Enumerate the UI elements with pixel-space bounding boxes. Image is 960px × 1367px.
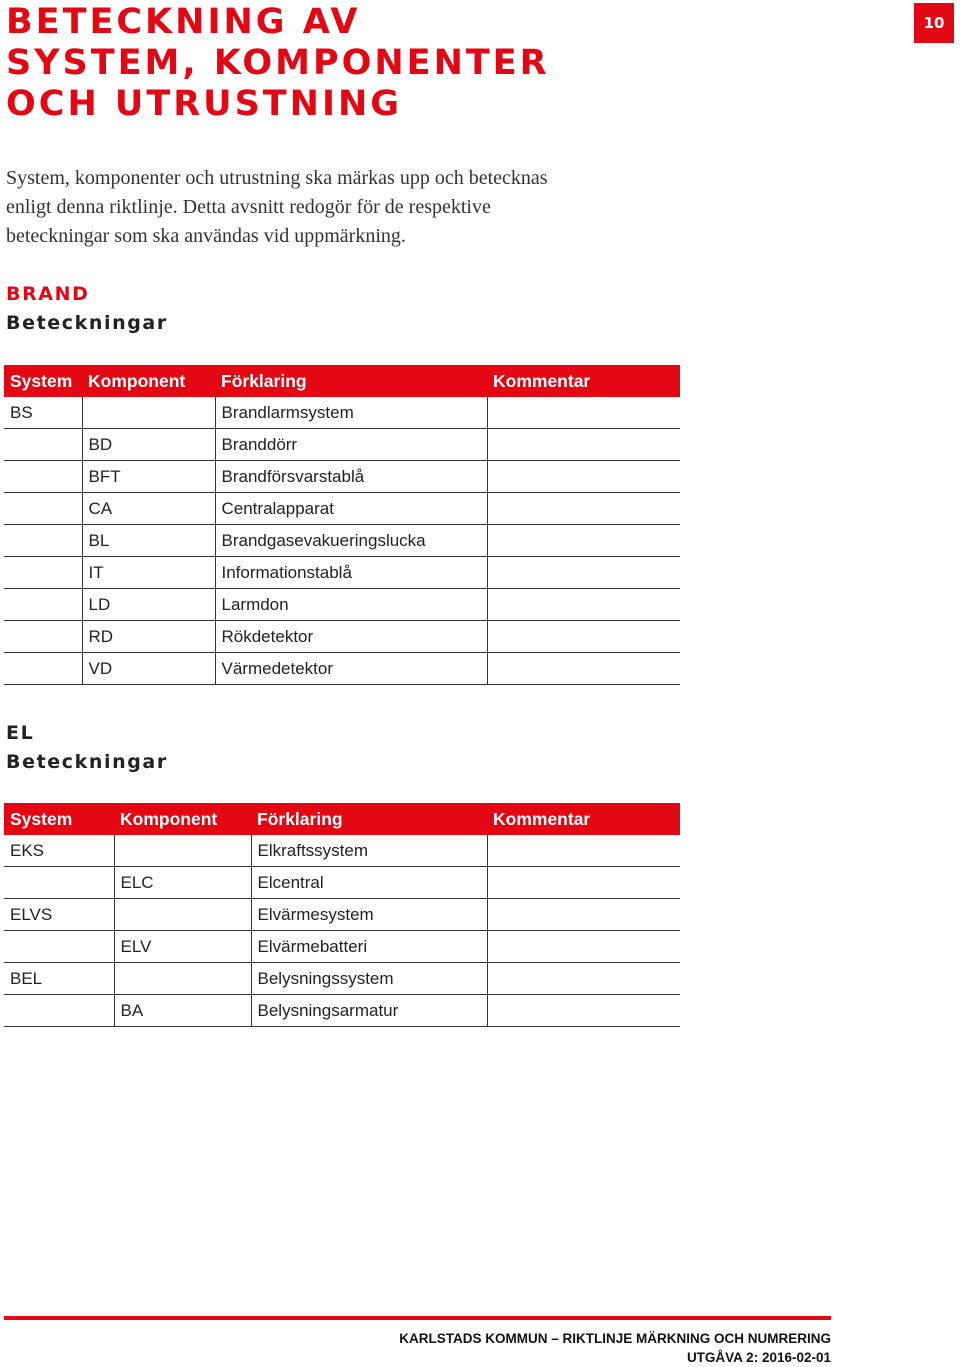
- section-title: BRAND: [6, 283, 90, 305]
- cell-explanation: Elcentral: [251, 867, 487, 899]
- table-row: [4, 899, 680, 931]
- cell-explanation: Värmedetektor: [215, 653, 487, 685]
- cell-system: BEL: [4, 963, 114, 995]
- cell-comment: [487, 899, 680, 931]
- el-designation-table: [4, 803, 680, 1027]
- cell-system: [4, 931, 114, 963]
- cell-comment: [487, 429, 680, 461]
- cell-comment: [487, 525, 680, 557]
- cell-comment: [487, 397, 680, 429]
- intro-paragraph: System, komponenter och utrustning ska märkas upp och betecknas enligt denna riktlinje. Detta avsnitt redogör för de respektive beteckningar som ska användas vid uppmärkning.: [6, 167, 548, 247]
- footer-document-title: KARLSTADS KOMMUN – RIKTLINJE MÄRKNING OCH NUMRERING: [399, 1331, 831, 1346]
- cell-component: IT: [82, 557, 215, 589]
- cell-component: VD: [82, 653, 215, 685]
- cell-comment: [487, 621, 680, 653]
- cell-component: [114, 835, 251, 867]
- cell-explanation: Informationstablå: [215, 557, 487, 589]
- cell-component: BFT: [82, 461, 215, 493]
- table-row: [4, 867, 680, 899]
- cell-comment: [487, 963, 680, 995]
- table-header-row: [4, 803, 680, 835]
- cell-component: [114, 899, 251, 931]
- column-header-comment: Kommentar: [487, 365, 680, 397]
- cell-comment: [487, 995, 680, 1027]
- cell-explanation: Elvärmesystem: [251, 899, 487, 931]
- section-subtitle: Beteckningar: [6, 751, 168, 773]
- table-row: [4, 931, 680, 963]
- table-row: [4, 995, 680, 1027]
- cell-explanation: Elkraftssystem: [251, 835, 487, 867]
- cell-explanation: Brandgasevakueringslucka: [215, 525, 487, 557]
- cell-component: RD: [82, 621, 215, 653]
- section-title: EL: [6, 722, 35, 744]
- table-row: [4, 461, 680, 493]
- table-row: [4, 653, 680, 685]
- cell-comment: [487, 931, 680, 963]
- table-row: [4, 397, 680, 429]
- section-heading-el: [6, 719, 168, 777]
- cell-explanation: Elvärmebatteri: [251, 931, 487, 963]
- cell-system: [4, 653, 82, 685]
- cell-system: BS: [4, 397, 82, 429]
- cell-explanation: Belysningssystem: [251, 963, 487, 995]
- cell-system: [4, 461, 82, 493]
- column-header-comment: Kommentar: [487, 803, 680, 835]
- table-row: [4, 429, 680, 461]
- cell-system: [4, 589, 82, 621]
- table-row: [4, 525, 680, 557]
- footer-divider: [4, 1316, 831, 1320]
- cell-component: BL: [82, 525, 215, 557]
- cell-system: [4, 493, 82, 525]
- cell-component: ELC: [114, 867, 251, 899]
- column-header-system: System: [4, 365, 82, 397]
- cell-component: [82, 397, 215, 429]
- table-row: [4, 621, 680, 653]
- cell-explanation: Brandförsvarstablå: [215, 461, 487, 493]
- column-header-explanation: Förklaring: [215, 365, 487, 397]
- table-row: [4, 963, 680, 995]
- cell-system: [4, 867, 114, 899]
- cell-comment: [487, 493, 680, 525]
- footer-edition: UTGÅVA 2: 2016-02-01: [686, 1350, 831, 1365]
- table-header-row: [4, 365, 680, 397]
- cell-system: [4, 557, 82, 589]
- section-subtitle: Beteckningar: [6, 312, 168, 334]
- cell-system: [4, 429, 82, 461]
- cell-explanation: Larmdon: [215, 589, 487, 621]
- page-title: BETECKNING AV SYSTEM, KOMPONENTER OCH UTRUSTNING: [6, 2, 550, 124]
- table-row: [4, 493, 680, 525]
- cell-explanation: Rökdetektor: [215, 621, 487, 653]
- cell-system: EKS: [4, 835, 114, 867]
- cell-component: CA: [82, 493, 215, 525]
- cell-comment: [487, 835, 680, 867]
- cell-comment: [487, 653, 680, 685]
- column-header-component: Komponent: [82, 365, 215, 397]
- cell-component: BA: [114, 995, 251, 1027]
- cell-component: LD: [82, 589, 215, 621]
- cell-system: [4, 621, 82, 653]
- cell-component: ELV: [114, 931, 251, 963]
- cell-component: [114, 963, 251, 995]
- cell-system: [4, 525, 82, 557]
- table-row: [4, 835, 680, 867]
- column-header-component: Komponent: [114, 803, 251, 835]
- cell-explanation: Belysningsarmatur: [251, 995, 487, 1027]
- section-heading-brand: [6, 280, 168, 338]
- table-row: [4, 557, 680, 589]
- cell-comment: [487, 461, 680, 493]
- cell-component: BD: [82, 429, 215, 461]
- cell-comment: [487, 867, 680, 899]
- cell-explanation: Branddörr: [215, 429, 487, 461]
- cell-explanation: Centralapparat: [215, 493, 487, 525]
- column-header-system: System: [4, 803, 114, 835]
- page-number-badge: 10: [914, 3, 954, 43]
- column-header-explanation: Förklaring: [251, 803, 487, 835]
- cell-comment: [487, 557, 680, 589]
- cell-system: ELVS: [4, 899, 114, 931]
- cell-system: [4, 995, 114, 1027]
- footer: [399, 1329, 831, 1367]
- cell-explanation: Brandlarmsystem: [215, 397, 487, 429]
- table-row: [4, 589, 680, 621]
- brand-designation-table: [4, 365, 680, 685]
- cell-comment: [487, 589, 680, 621]
